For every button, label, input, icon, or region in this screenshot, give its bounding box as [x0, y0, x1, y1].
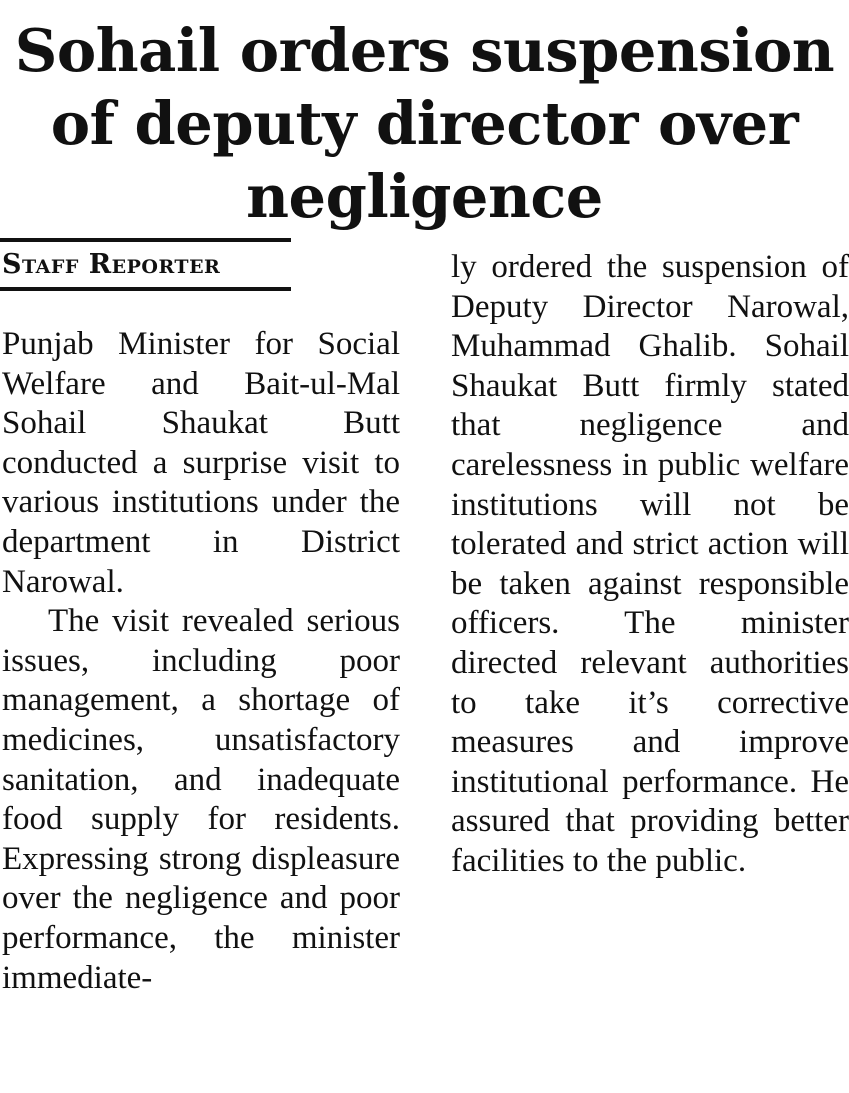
article-paragraph-1: Punjab Minister for Social Welfare and Bait-ul-Mal Sohail Shaukat Butt conducted a surprise visit to various institutions under the department in District Narowal. [2, 326, 400, 600]
article-column-1 [2, 325, 400, 998]
article-column-2 [451, 248, 849, 882]
article-paragraph-2-part-1: The visit revealed serious issues, including poor management, a shortage of medicines, unsatisfactory sanitation, and inadequate food supply for residents. Expressing strong displeasure over the negligence and poor performance, the minister immediate- [2, 603, 400, 996]
article-paragraph-2-part-2: ly ordered the suspension of Deputy Director Narowal, Muhammad Ghalib. Sohail Shaukat Butt firmly stated that negligence and carelessness in public welfare institutions will not be tolerated and strict action will be taken against responsible officers. The minister directed relevant authorities to take it’s corrective measures and improve institutional performance. He assured that providing better facilities to the public. [451, 249, 849, 879]
headline: Sohail orders suspension of deputy director over negligence [14, 16, 835, 231]
byline: Staff Reporter [0, 238, 291, 291]
